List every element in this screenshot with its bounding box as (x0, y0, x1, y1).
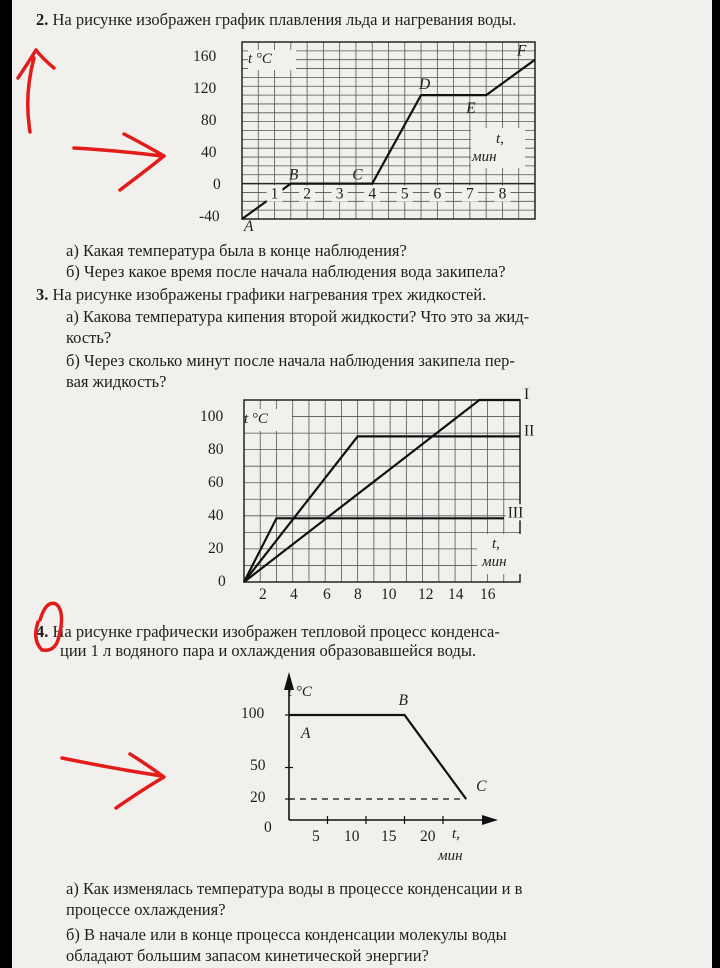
c3-xtick-5: 5 (312, 828, 320, 845)
c3-xlabel-unit: мин (438, 848, 463, 864)
red-arrow-right-mark-2 (62, 754, 164, 808)
c3-ytick-100: 100 (241, 705, 265, 722)
c1-xtick-8: 8 (498, 185, 507, 203)
c1-xtick-4: 4 (368, 185, 377, 203)
problem-3-text: На рисунке изображены графики нагревания трех жидкостей. (52, 285, 487, 304)
c1-ytick-40: 40 (201, 144, 217, 161)
c1-point-label-C: C (352, 166, 363, 184)
c3-point-label-A: A (301, 725, 311, 742)
c1-xlabel-unit: мин (472, 149, 497, 165)
problem-3-question-b-line2: вая жидкость? (66, 372, 167, 391)
c3-xtick-20: 20 (420, 828, 436, 845)
c2-xtick-16: 16 (480, 586, 496, 603)
c2-xtick-14: 14 (448, 586, 464, 603)
red-annotations (12, 0, 712, 968)
problem-4-question-b-line2: обладают большим запасом кинетической энергии? (66, 946, 429, 965)
problem-4-question-a-line2: процессе охлаждения? (66, 900, 226, 919)
c1-xtick-1: 1 (270, 185, 279, 203)
problem-2-number: 2. (36, 10, 49, 29)
problem-3-question-b-line1: б) Через сколько минут после начала наблюдения закипела пер- (66, 351, 515, 370)
c1-ytick-160: 160 (193, 48, 217, 65)
c1-xlabel-t: t, (496, 131, 504, 147)
red-circle-mark (36, 603, 62, 650)
c1-xtick-6: 6 (433, 185, 442, 203)
c2-xtick-8: 8 (354, 586, 362, 603)
c1-point-label-E: E (466, 100, 476, 118)
c2-ytick-60: 60 (208, 474, 224, 491)
c1-ylabel: t °C (248, 51, 272, 67)
c1-point-label-B: B (288, 166, 299, 184)
c2-ylabel: t °C (244, 411, 268, 427)
c3-origin: 0 (264, 819, 272, 836)
problem-2-question-a: а) Какая температура была в конце наблюдения? (66, 241, 407, 260)
c1-ytick-120: 120 (193, 80, 217, 97)
c1-ytick-minus40: -40 (199, 208, 220, 225)
c1-xtick-3: 3 (335, 185, 344, 203)
problem-4-text-line1: На рисунке графически изображен тепловой процесс конденса- (52, 622, 500, 641)
c2-series-label-3: III (507, 504, 524, 522)
problem-2-text: На рисунке изображен график плавления льда и нагревания воды. (52, 10, 517, 29)
problem-4-question-b-line1: б) В начале или в конце процесса конденсации молекулы воды (66, 925, 507, 944)
c2-xtick-12: 12 (418, 586, 434, 603)
c1-point-label-A: A (244, 218, 254, 235)
c3-ytick-20: 20 (250, 789, 266, 806)
c2-xtick-6: 6 (323, 586, 331, 603)
c2-xlabel-unit: мин (482, 554, 507, 570)
c2-ytick-0: 0 (218, 573, 226, 590)
c3-xtick-10: 10 (344, 828, 360, 845)
c2-ytick-40: 40 (208, 507, 224, 524)
c2-xtick-4: 4 (290, 586, 298, 603)
c2-ytick-100: 100 (200, 408, 224, 425)
c1-xtick-2: 2 (303, 185, 311, 203)
c1-ytick-0: 0 (213, 176, 221, 193)
c3-ytick-50: 50 (250, 757, 266, 774)
red-arrow-right-mark-1 (74, 134, 164, 190)
c1-point-label-F: F (517, 42, 527, 60)
problem-3-question-a-line2: кость? (66, 328, 112, 347)
c3-point-label-C: C (476, 778, 487, 795)
c3-ylabel: t °C (288, 684, 312, 700)
c2-xtick-2: 2 (259, 586, 267, 603)
red-arrow-up-mark (18, 50, 54, 132)
problem-4-text-line2: ции 1 л водяного пара и охлаждения образовавшейся воды. (60, 641, 477, 660)
c2-series-label-1: I (524, 386, 530, 403)
c1-point-label-D: D (419, 76, 431, 94)
c2-xlabel-t: t, (492, 536, 500, 552)
c3-point-label-B: B (398, 692, 408, 709)
c2-ytick-80: 80 (208, 441, 224, 458)
problem-3-number: 3. (36, 285, 49, 304)
c1-ytick-80: 80 (201, 112, 217, 129)
textbook-page (12, 0, 712, 968)
problem-4-number: 4. (36, 622, 49, 641)
problem-2-question-b: б) Через какое время после начала наблюдения вода закипела? (66, 262, 506, 281)
c3-xlabel-t: t, (452, 826, 460, 842)
c2-series-label-2: II (524, 422, 535, 440)
c1-xtick-7: 7 (466, 185, 474, 203)
problem-3-question-a-line1: а) Какова температура кипения второй жидкости? Что это за жид- (66, 307, 530, 326)
c2-ytick-20: 20 (208, 540, 224, 557)
c2-xtick-10: 10 (381, 586, 397, 603)
c1-xtick-5: 5 (400, 185, 409, 203)
problem-4-question-a-line1: а) Как изменялась температура воды в процессе конденсации и в (66, 879, 523, 898)
c3-xtick-15: 15 (381, 828, 397, 845)
